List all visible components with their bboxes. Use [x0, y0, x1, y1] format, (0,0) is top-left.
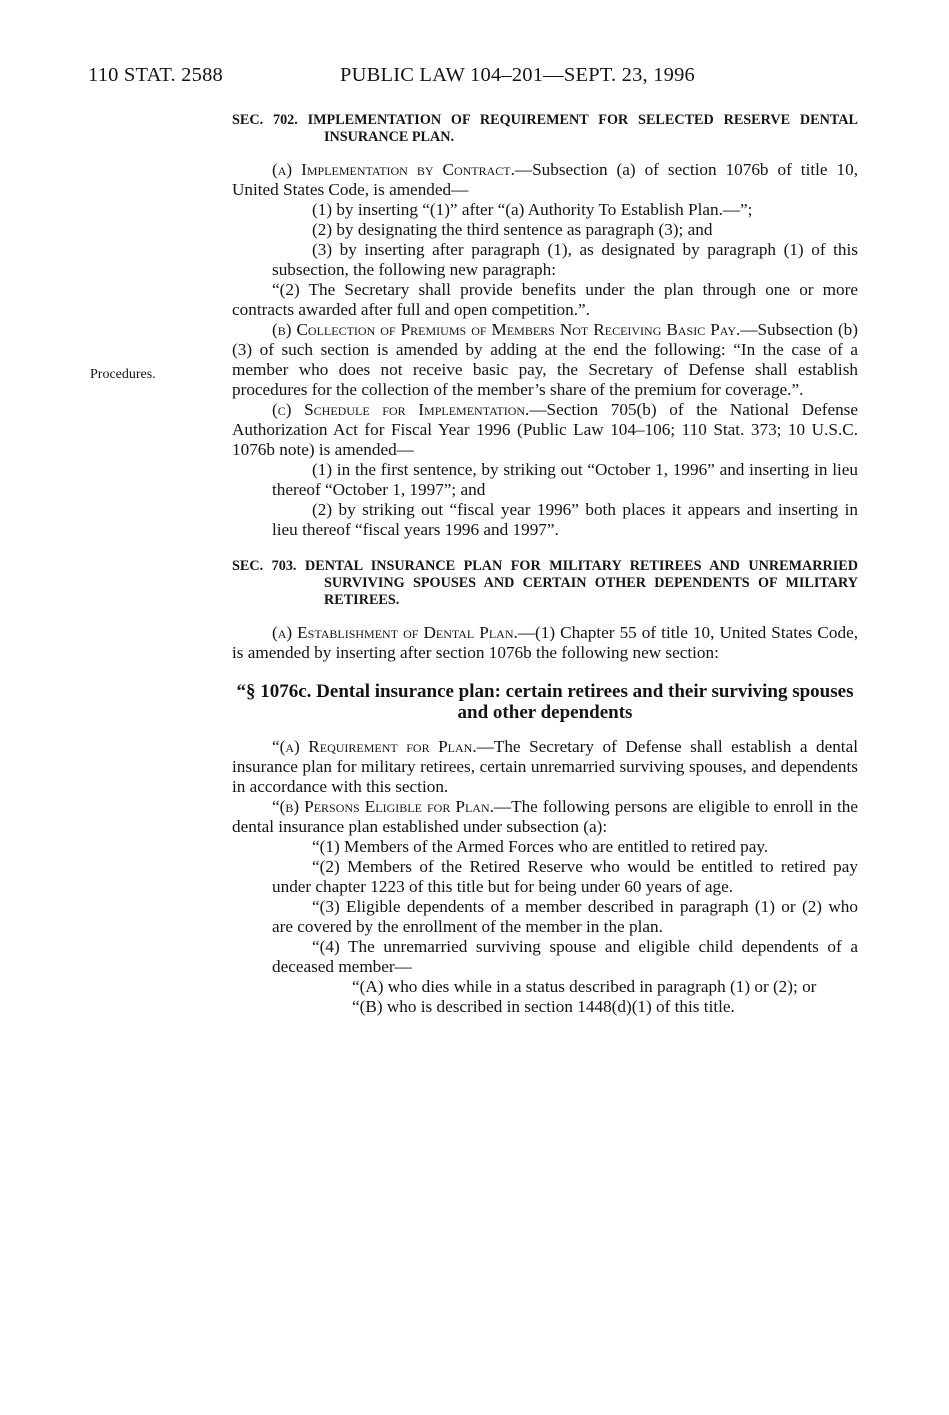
sec703-subsection-a	[232, 623, 858, 663]
sec702-c-para-1: (1) in the first sentence, by striking out “October 1, 1996” and inserting in lieu thereof “October 1, 1997”; and	[272, 460, 858, 499]
sec703-a-lead: (a) Establishment of Dental Plan.	[272, 623, 518, 642]
sec702-c-lead: (c) Schedule for Implementation.	[272, 400, 530, 419]
quoted-b-text: —The following persons are eligible to enroll in the dental insurance plan established under subsection (a):	[232, 797, 858, 836]
section-1076c-title: “§ 1076c. Dental insurance plan: certain retirees and their surviving spouses and other dependents	[236, 681, 854, 723]
quoted-para-4: “(4) The unremarried surviving spouse and eligible child dependents of a deceased member—	[272, 937, 858, 976]
public-law-citation: PUBLIC LAW 104–201—SEPT. 23, 1996	[340, 64, 695, 86]
statute-page-number: 110 STAT. 2588	[88, 64, 223, 86]
quoted-a-text: —The Secretary of Defense shall establish a dental insurance plan for military retirees, certain unremarried surviving spouses, and dependents in accordance with this section.	[232, 737, 858, 796]
sec703-a-text: —(1) Chapter 55 of title 10, United States Code, is amended by inserting after section 1076b the following new section:	[232, 623, 858, 662]
sec702-a-para-3: (3) by inserting after paragraph (1), as designated by paragraph (1) of this subsection, the following new paragraph:	[272, 240, 858, 279]
sec702-a-quote: “(2) The Secretary shall provide benefits under the plan through one or more contracts awarded after full and open competition.”.	[232, 280, 858, 319]
sec702-a-para-2: (2) by designating the third sentence as paragraph (3); and	[312, 220, 713, 239]
sec702-c-text: —Section 705(b) of the National Defense Authorization Act for Fiscal Year 1996 (Public Law 104–106; 110 Stat. 373; 10 U.S.C. 1076b note) is amended—	[232, 400, 858, 459]
sec702-subsection-a	[232, 160, 858, 200]
quoted-para-3: “(3) Eligible dependents of a member described in paragraph (1) or (2) who are covered by the enrollment of the member in the plan.	[272, 897, 858, 936]
sec702-heading: SEC. 702. IMPLEMENTATION OF REQUIREMENT FOR SELECTED RESERVE DENTAL INSURANCE PLAN.	[232, 112, 858, 145]
margin-note: Procedures.	[90, 367, 156, 382]
quoted-b-lead: “(b) Persons Eligible for Plan.	[272, 797, 494, 816]
sec702-a-text: —Subsection (a) of section 1076b of title 10, United States Code, is amended—	[232, 160, 858, 199]
sec702-b-text: —Subsection (b)(3) of such section is amended by adding at the end the following: “In the case of a member who does not receive basic pay, the Secretary of Defense shall establish procedures for the collection of the member’s share of the premium for coverage.”.	[232, 320, 858, 399]
quoted-subsection-b	[232, 797, 858, 837]
sec702-subsection-b	[232, 320, 858, 400]
sec702-a-lead: (a) Implementation by Contract.	[272, 160, 515, 179]
quoted-subpara-B: “(B) who is described in section 1448(d)(1) of this title.	[352, 997, 735, 1016]
quoted-para-2: “(2) Members of the Retired Reserve who would be entitled to retired pay under chapter 1223 of this title but for being under 60 years of age.	[272, 857, 858, 896]
sec702-c-para-2: (2) by striking out “fiscal year 1996” both places it appears and inserting in lieu thereof “fiscal years 1996 and 1997”.	[272, 500, 858, 539]
sec702-subsection-c	[232, 400, 858, 460]
quoted-subsection-a	[232, 737, 858, 797]
quoted-subpara-A: “(A) who dies while in a status described in paragraph (1) or (2); or	[352, 977, 817, 996]
sec702-a-para-1: (1) by inserting “(1)” after “(a) Authority To Establish Plan.—”;	[312, 200, 753, 219]
sec703-heading: SEC. 703. DENTAL INSURANCE PLAN FOR MILITARY RETIREES AND UNREMARRIED SURVIVING SPOUSES AND CERTAIN OTHER DEPENDENTS OF MILITARY RETIREES.	[232, 558, 858, 608]
quoted-a-lead: “(a) Requirement for Plan.	[272, 737, 477, 756]
quoted-para-1: “(1) Members of the Armed Forces who are entitled to retired pay.	[312, 837, 769, 856]
body-column	[232, 112, 858, 1017]
sec702-b-lead: (b) Collection of Premiums of Members Not Receiving Basic Pay.	[272, 320, 741, 339]
